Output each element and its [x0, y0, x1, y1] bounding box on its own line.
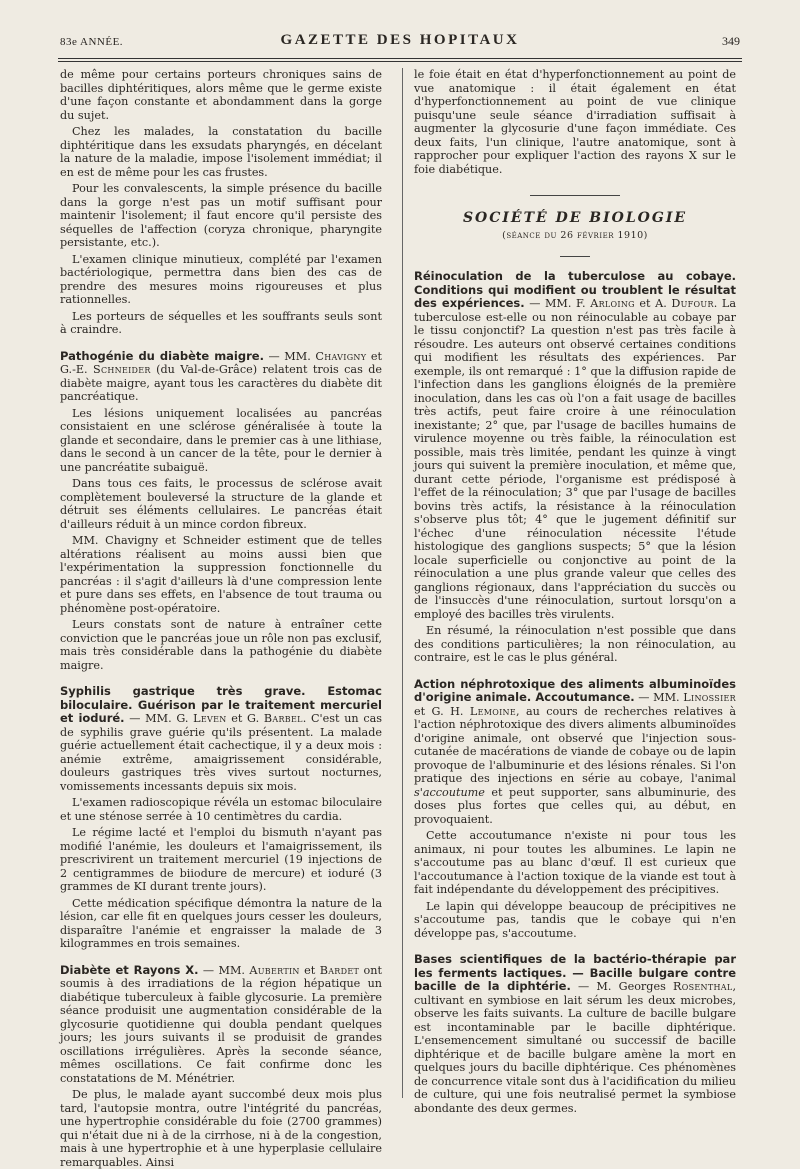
- text: — M. Georges: [570, 980, 674, 993]
- paragraph: Cette accoutumance n'existe ni pour tous les animaux, ni pour toutes les albumines. Le lapin ne s'accoutume pas au blanc d'œuf. Il est curieux que l'accoutumance à l'action toxique de la viande est tout à fait indépendante du développement des précipitives.: [414, 829, 736, 896]
- paragraph: Le lapin qui développe beaucoup de précipitives ne s'accoutume pas, tandis que le cobaye qui n'en développe pas, s'accoutume.: [414, 899, 736, 940]
- author-name: Bardet: [319, 963, 360, 977]
- article-reinoculation: [414, 270, 736, 621]
- article-diabete-maigre: [60, 350, 382, 404]
- header-rule-top: [58, 58, 742, 59]
- author-name: Schneider: [92, 363, 151, 376]
- author-name: Chavigny: [315, 349, 367, 363]
- text: et peut supporter, sans albuminurie, des doses plus fortes que celles qui, au début, en provoquaient.: [414, 785, 736, 826]
- article-title: Pathogénie du diabète maigre.: [60, 348, 264, 363]
- column-divider: [402, 68, 403, 1098]
- page-header: [60, 32, 740, 54]
- text: , au cours de recherches relatives à l'action néphrotoxique des divers aliments albuminoïdes d'origine animale, ont observé que l'injection sous-cutanée de macérations de viande de cobaye ou de lapin provoque de l'albuminurie et des lésions rénales. Si l'on pratique des injections en série au cobaye, l'animal: [414, 704, 736, 785]
- author-name: Rosenthal: [673, 980, 733, 993]
- paragraph: Pour les convalescents, la simple présence du bacille dans la gorge n'est pas un motif suffisant pour maintenir l'isolement; il faut encore qu'il persiste des séquelles de l'affection (coryza chronique, pharyngite persistante, etc.).: [60, 182, 382, 249]
- emphasis: s'accoutume: [414, 785, 485, 799]
- article-bacterio-therapie: [414, 953, 736, 1115]
- society-rule: [414, 247, 736, 261]
- society-title: SOCIÉTÉ DE BIOLOGIE: [462, 209, 688, 226]
- text: — MM.: [263, 349, 316, 363]
- author-name: Aubertin: [249, 963, 300, 977]
- right-column: [414, 68, 737, 1115]
- author-name: Barbel: [263, 712, 303, 725]
- paragraph: Dans tous ces faits, le processus de sclérose avait complètement bouleversé la structure de la glande et détruit ses éléments cellulaires. Le pancréas était d'ailleurs réduit à un mince cordon fibreux.: [60, 477, 382, 531]
- article-diabete-rayons-x: [60, 964, 382, 1086]
- text: — MM.: [634, 691, 684, 704]
- author-name: Lemoine: [469, 704, 516, 718]
- paragraph: de même pour certains porteurs chroniques sains de bacilles diphtéritiques, alors même que le germe existe d'une façon constante et abondamment dans la gorge du sujet.: [60, 68, 382, 122]
- text: — MM.: [198, 963, 250, 977]
- session-date: (séance du 26 février 1910): [502, 230, 648, 241]
- volume-label: 83e ANNÉE.: [60, 36, 124, 48]
- text: et G.: [226, 712, 264, 725]
- article-syphilis-gastrique: [60, 685, 382, 793]
- text: et A.: [634, 297, 672, 310]
- article-title: Diabète et Rayons X.: [60, 962, 199, 977]
- journal-title: GAZETTE DES HOPITAUX: [280, 32, 520, 48]
- text: et G. H.: [414, 704, 470, 718]
- left-column: [60, 68, 382, 1169]
- paragraph: Les porteurs de séquelles et les souffrants seuls sont à craindre.: [60, 309, 382, 336]
- paragraph: L'examen radioscopique révéla un estomac biloculaire et une sténose serrée à 10 centimètres du cardia.: [60, 796, 382, 823]
- text: , cultivant en symbiose en lait sérum les deux microbes, observe les faits suivants. La culture de bacille bulgare est incontaminable par le bacille diphtérique. L'ensemencement simultané ou successif de bacille diphtérique et de bacille bulgare amène la mort en quelques jours du bacille diphtérique. Ces phénomènes de concurrence vitale sont dus à l'acidification du milieu de culture, qui une fois neutralisé permet la symbiose abondante des deux germes.: [414, 980, 736, 1115]
- text: (du Val-de-Grâce) relatent trois cas de diabète maigre, ayant tous les caractères du diabète dit pancréatique.: [60, 363, 382, 403]
- author-name: Dufour: [671, 297, 714, 310]
- header-rule-bottom: [58, 61, 742, 62]
- author-name: Leven: [193, 712, 227, 725]
- author-name: Arloing: [590, 297, 635, 310]
- paragraph: De plus, le malade ayant succombé deux mois plus tard, l'autopsie montra, outre l'intégrité du pancréas, une hypertrophie considérable du foie (2700 grammes) qui n'était due ni à de la cirrhose, ni à de la congestion, mais à une hypertrophie et à une hyperplasie cellulaire remarquables. Ainsi: [60, 1088, 382, 1169]
- text: et G.-E.: [60, 349, 382, 376]
- paragraph: Les lésions uniquement localisées au pancréas consistaient en une sclérose généralisée à toute la glande et secondaire, dans le premier cas à une lithiase, dans le second à un cancer de la tête, pour le dernier à une pancréatite subaiguë.: [60, 406, 382, 474]
- page-number: 349: [722, 34, 740, 48]
- paragraph: MM. Chavigny et Schneider estiment que de telles altérations réalisent au moins aussi bien que l'expérimentation la suppression fonctionnelle du pancréas : il s'agit d'ailleurs là d'une compression lente et pure dans ses effets, en l'absence de tout trauma ou phénomène post-opératoire.: [60, 534, 382, 615]
- text: ont soumis à des irradiations de la région hépatique un diabétique tuberculeux à faible glycosurie. La première séance produisit une augmentation considérable de la glycosurie quotidienne qui doubla pendant quelques jours; les jours suivants il se produisit de grandes oscillations irrégulières. Après la seconde séance, mêmes oscillations. Ce fait confirme donc les constatations de M. Ménétrier.: [60, 963, 382, 1085]
- section-separator: [414, 186, 736, 200]
- text: — MM. F.: [524, 297, 591, 310]
- paragraph: Cette médication spécifique démontra la nature de la lésion, car elle fit en quelques jours cesser les douleurs, disparaître l'anémie et engraisser la malade de 3 kilogrammes en trois semaines.: [60, 896, 382, 950]
- article-title: Action néphrotoxique des aliments albuminoïdes d'origine animale. Accoutumance.: [414, 676, 736, 704]
- paragraph: En résumé, la réinoculation n'est possible que dans des conditions particulières; la non réinoculation, au contraire, est le cas le plus général.: [414, 624, 736, 664]
- paragraph: L'examen clinique minutieux, complété par l'examen bactériologique, permettra dans bien des cas de prendre des mesures moins rigoureuses et plus rationnelles.: [60, 252, 382, 306]
- text: et: [299, 963, 320, 977]
- text: — MM. G.: [124, 712, 194, 725]
- article-title: Bases scientifiques de la bactério-thérapie par les ferments lactiques. — Bacille bulgare contre bacille de la diphtérie.: [414, 952, 736, 993]
- text: . La tuberculose est-elle ou non réinoculable au cobaye par le tissu conjonctif? La question n'est pas très facile à résoudre. Les auteurs ont observé certaines conditions qui modifient les résultats des expériences. Par exemple, ils ont remarqué : 1° que la diffusion rapide de l'infection dans les ganglions éloignés de la première inoculation, dans les cas où l'on a fait usage de bacilles très actifs, peut faire croire à une réinoculation inexistante; 2° que, par l'usage de bacilles humains de virulence moyenne ou très faible, la réinoculation est possible, mais très limitée, pendant les quinze à vingt jours qui suivent la première inoculation, et même que, durant cette période, l'organisme est prédisposé à l'effet de la réinoculation; 3° que par l'usage de bacilles bovins très actifs, la résistance à la réinoculation s'observe plus tôt; 4° que le jugement définitif sur l'échec d'une réinoculation nécessite l'étude histologique des ganglions suspects; 5° que la lésion locale superficielle ou conjonctive au point de la réinoculation a une plus grande valeur que celles des ganglions régionaux, dans l'appréciation du succès ou de l'insuccès d'une réinoculation, surtout lorsqu'on a employé des bacilles très virulents.: [414, 297, 737, 621]
- text: . C'est un cas de syphilis grave guérie qu'ils présentent. La malade guérie actuellement était cachectique, il y a deux mois : anémie extrême, amaigrissement considérable, douleurs gastriques très vives surtout nocturnes, vomissements incessants depuis six mois.: [60, 712, 382, 793]
- paragraph: Leurs constats sont de nature à entraîner cette conviction que le pancréas joue un rôle non pas exclusif, mais très considérable dans la pathogénie du diabète maigre.: [60, 618, 382, 672]
- paragraph: le foie était en état d'hyperfonctionnement au point de vue anatomique : il était également en état d'hyperfonctionnement au point de vue clinique puisqu'une seule séance d'irradiation suffisait à augmenter la glycosurie d'une façon immédiate. Ces deux faits, l'un clinique, l'autre anatomique, sont à rapprocher pour expliquer l'action des rayons X sur le foie diabétique.: [414, 68, 736, 176]
- paragraph: Le régime lacté et l'emploi du bismuth n'ayant pas modifié l'anémie, les douleurs et l'amaigrissement, ils prescrivirent un traitement mercuriel (19 injections de 2 centigrammes de biiodure de mercure) et ioduré (3 grammes de KI durant trente jours).: [60, 826, 382, 893]
- paragraph: Chez les malades, la constatation du bacille diphtéritique dans les exsudats pharyngés, en décelant la nature de la maladie, impose l'isolement immédiat; il en est de même pour les cas frustes.: [60, 125, 382, 179]
- article-title: Réinoculation de la tuberculose au cobaye. Conditions qui modifient ou troublent le résultat des expériences.: [414, 269, 736, 310]
- article-title: Syphilis gastrique très grave. Estomac biloculaire. Guérison par le traitement mercuriel et ioduré.: [60, 684, 382, 725]
- article-nephrotoxique: [414, 678, 736, 827]
- author-name: Linossier: [683, 691, 736, 704]
